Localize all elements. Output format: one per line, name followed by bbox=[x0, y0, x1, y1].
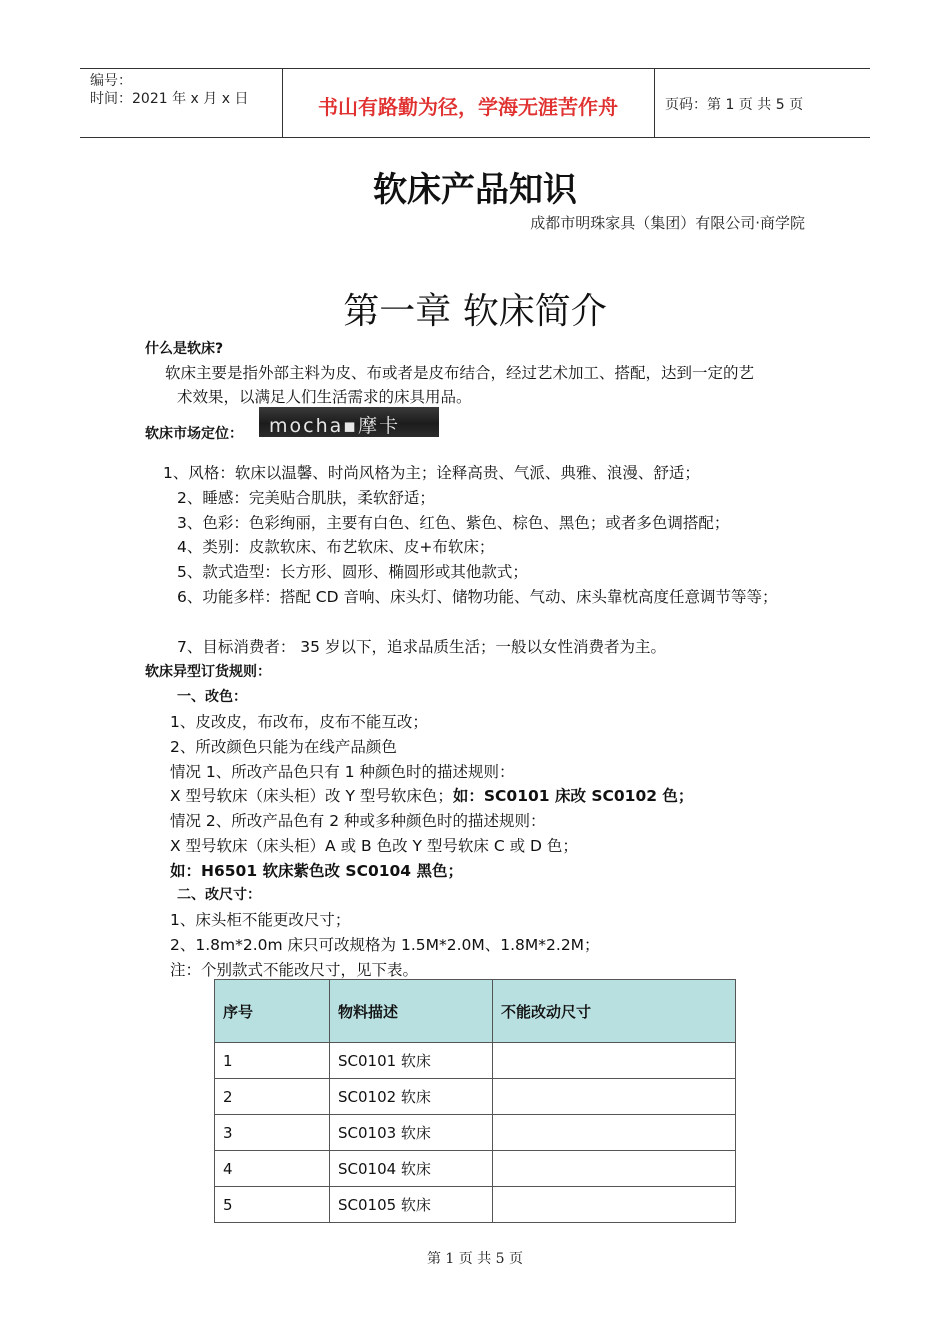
rule-line: 2、所改颜色只能为在线产品颜色 bbox=[170, 738, 397, 756]
what-body-line: 软床主要是指外部主料为皮、布或者是皮布结合，经过艺术加工、搭配，达到一定的艺 bbox=[165, 364, 755, 382]
market-item: 7、目标消费者： 35 岁以下，追求品质生活；一般以女性消费者为主。 bbox=[177, 638, 666, 656]
table-row bbox=[215, 1115, 736, 1151]
what-heading: 什么是软床? bbox=[145, 341, 224, 357]
company-name: 成都市明珠家具（集团）有限公司·商学院 bbox=[530, 214, 805, 232]
market-item: 5、款式造型：长方形、圆形、椭圆形或其他款式； bbox=[177, 563, 528, 581]
column-header: 物料描述 bbox=[330, 980, 493, 1043]
table-cell bbox=[493, 1151, 736, 1187]
table-cell: SC0104 软床 bbox=[330, 1151, 493, 1187]
rule-text: X 型号软床（床头柜）改 Y 型号软床色； bbox=[170, 787, 453, 805]
table-row bbox=[215, 1151, 736, 1187]
table-cell bbox=[493, 1115, 736, 1151]
table-cell: 3 bbox=[215, 1115, 330, 1151]
what-body-line: 术效果，以满足人们生活需求的床具用品。 bbox=[177, 388, 472, 406]
page-indicator: 页码：第 1 页 共 5 页 bbox=[665, 97, 804, 113]
size-restriction-table bbox=[214, 979, 736, 1223]
column-header: 不能改动尺寸 bbox=[493, 980, 736, 1043]
rule-line bbox=[170, 784, 693, 806]
rule-line: 情况 1、所改产品色只有 1 种颜色时的描述规则： bbox=[170, 763, 515, 781]
table-cell: SC0101 软床 bbox=[330, 1043, 493, 1079]
rule-line: 1、床头柜不能更改尺寸； bbox=[170, 911, 351, 929]
mocha-logo: mocha▪摩卡 bbox=[259, 407, 439, 437]
header-meta bbox=[90, 72, 248, 108]
rule-example: 如：SC0101 床改 SC0102 色； bbox=[452, 787, 694, 805]
table-cell: 2 bbox=[215, 1079, 330, 1115]
table-cell bbox=[493, 1187, 736, 1223]
rule-line: X 型号软床（床头柜）A 或 B 色改 Y 型号软床 C 或 D 色； bbox=[170, 837, 578, 855]
table-cell bbox=[493, 1079, 736, 1115]
table-cell: SC0103 软床 bbox=[330, 1115, 493, 1151]
rule-note: 注：个别款式不能改尺寸，见下表。 bbox=[170, 961, 419, 979]
market-item: 1、风格：软床以温馨、时尚风格为主；诠释高贵、气派、典雅、浪漫、舒适； bbox=[163, 464, 700, 482]
table-header-row bbox=[215, 980, 736, 1043]
rule-line: 情况 2、所改产品色有 2 种或多种颜色时的描述规则： bbox=[170, 812, 546, 830]
column-header: 序号 bbox=[215, 980, 330, 1043]
table-cell: 5 bbox=[215, 1187, 330, 1223]
rules-heading: 软床异型订货规则： bbox=[145, 664, 271, 680]
header-divider bbox=[654, 69, 655, 137]
table-cell: SC0105 软床 bbox=[330, 1187, 493, 1223]
rule-line: 1、皮改皮，布改布，皮布不能互改； bbox=[170, 713, 428, 731]
market-item: 4、类别：皮款软床、布艺软床、皮+布软床； bbox=[177, 538, 495, 556]
market-item: 3、色彩：色彩绚丽，主要有白色、红色、紫色、棕色、黑色；或者多色调搭配； bbox=[177, 514, 730, 532]
number-label: 编号： bbox=[90, 73, 132, 89]
table-cell: 1 bbox=[215, 1043, 330, 1079]
rule-line: 2、1.8m*2.0m 床只可改规格为 1.5M*2.0M、1.8M*2.2M； bbox=[170, 936, 600, 954]
table-row bbox=[215, 1079, 736, 1115]
rule-example: 如：H6501 软床紫色改 SC0104 黑色； bbox=[170, 862, 463, 880]
page-header bbox=[80, 68, 870, 138]
chapter-title: 第一章 软床简介 bbox=[343, 291, 607, 332]
section-title: 二、改尺寸： bbox=[177, 887, 261, 903]
table-row bbox=[215, 1043, 736, 1079]
table-cell: SC0102 软床 bbox=[330, 1079, 493, 1115]
table-row bbox=[215, 1187, 736, 1223]
header-motto: 书山有路勤为径，学海无涯苦作舟 bbox=[318, 95, 618, 119]
page-footer: 第 1 页 共 5 页 bbox=[426, 1251, 524, 1267]
table-cell: 4 bbox=[215, 1151, 330, 1187]
market-item: 2、睡感：完美贴合肌肤，柔软舒适； bbox=[177, 489, 435, 507]
table-cell bbox=[493, 1043, 736, 1079]
market-heading: 软床市场定位： bbox=[145, 426, 243, 442]
document-title: 软床产品知识 bbox=[373, 170, 577, 210]
market-item: 6、功能多样：搭配 CD 音响、床头灯、储物功能、气动、床头靠枕高度任意调节等等； bbox=[177, 588, 778, 606]
section-title: 一、改色： bbox=[177, 689, 247, 705]
time-label: 时间：2021 年 x 月 x 日 bbox=[90, 91, 249, 107]
